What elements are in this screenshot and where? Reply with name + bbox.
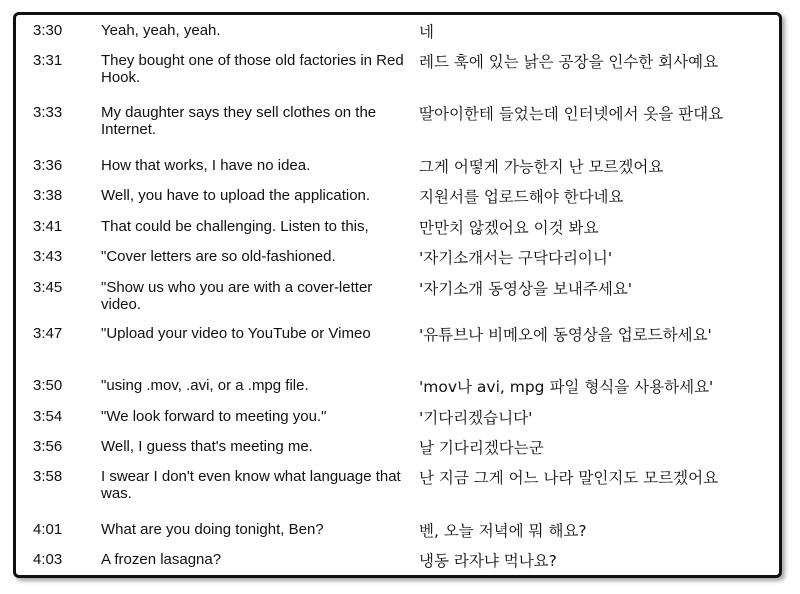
row-time: 3:58 — [33, 468, 63, 485]
row-korean: 'mov나 avi, mpg 파일 형식을 사용하세요' — [419, 378, 714, 396]
row-time: 3:50 — [33, 377, 63, 394]
row-time: 4:03 — [33, 551, 63, 568]
row-time: 3:38 — [33, 187, 63, 204]
row-korean: 벤, 오늘 저녁에 뭐 해요? — [419, 522, 587, 540]
row-english: How that works, I have no idea. — [101, 157, 311, 174]
row-time: 3:56 — [33, 438, 63, 455]
row-time: 3:33 — [33, 104, 63, 121]
row-english: A frozen lasagna? — [101, 551, 222, 568]
row-time: 4:01 — [33, 521, 63, 538]
row-korean: 네 — [419, 23, 434, 41]
row-time: 3:31 — [33, 52, 63, 69]
row-english: Well, I guess that's meeting me. — [101, 438, 313, 455]
row-english: Yeah, yeah, yeah. — [101, 22, 221, 39]
row-korean: '기다리겠습니다' — [419, 409, 533, 427]
row-english: Well, you have to upload the application. — [101, 187, 371, 204]
row-english: That could be challenging. Listen to this, — [101, 218, 369, 235]
row-korean: '자기소개서는 구닥다리이니' — [419, 249, 613, 267]
row-time: 3:45 — [33, 279, 63, 296]
row-korean: 냉동 라자냐 먹나요? — [419, 552, 557, 570]
row-korean: 레드 훅에 있는 낡은 공장을 인수한 회사예요 — [419, 53, 719, 71]
row-korean: '유튜브나 비메오에 동영상을 업로드하세요' — [419, 326, 712, 344]
row-english: They bought one of those old factories in Red Hook. — [101, 52, 404, 86]
row-time: 3:43 — [33, 248, 63, 265]
row-english: "Upload your video to YouTube or Vimeo — [101, 325, 371, 342]
row-time: 3:36 — [33, 157, 63, 174]
row-english: "Show us who you are with a cover-letter video. — [101, 279, 373, 313]
row-english: I swear I don't even know what language that was. — [101, 468, 401, 502]
row-english: "We look forward to meeting you." — [101, 408, 327, 425]
row-time: 3:54 — [33, 408, 63, 425]
row-korean: 딸아이한테 들었는데 인터넷에서 옷을 판대요 — [419, 105, 724, 123]
row-time: 3:47 — [33, 325, 63, 342]
row-korean: 만만치 않겠어요 이것 봐요 — [419, 219, 599, 237]
row-korean: 지원서를 업로드해야 한다네요 — [419, 188, 624, 206]
row-english: What are you doing tonight, Ben? — [101, 521, 324, 538]
row-english: My daughter says they sell clothes on the Internet. — [101, 104, 377, 138]
row-korean: 날 기다리겠다는군 — [419, 439, 544, 457]
subtitle-table — [13, 12, 782, 578]
row-time: 3:30 — [33, 22, 63, 39]
row-korean: '자기소개 동영상을 보내주세요' — [419, 280, 633, 298]
row-english: "using .mov, .avi, or a .mpg file. — [101, 377, 309, 394]
row-korean: 그게 어떻게 가능한지 난 모르겠어요 — [419, 158, 664, 176]
row-english: "Cover letters are so old-fashioned. — [101, 248, 336, 265]
row-time: 3:41 — [33, 218, 63, 235]
row-korean: 난 지금 그게 어느 나라 말인지도 모르겠어요 — [419, 469, 719, 487]
